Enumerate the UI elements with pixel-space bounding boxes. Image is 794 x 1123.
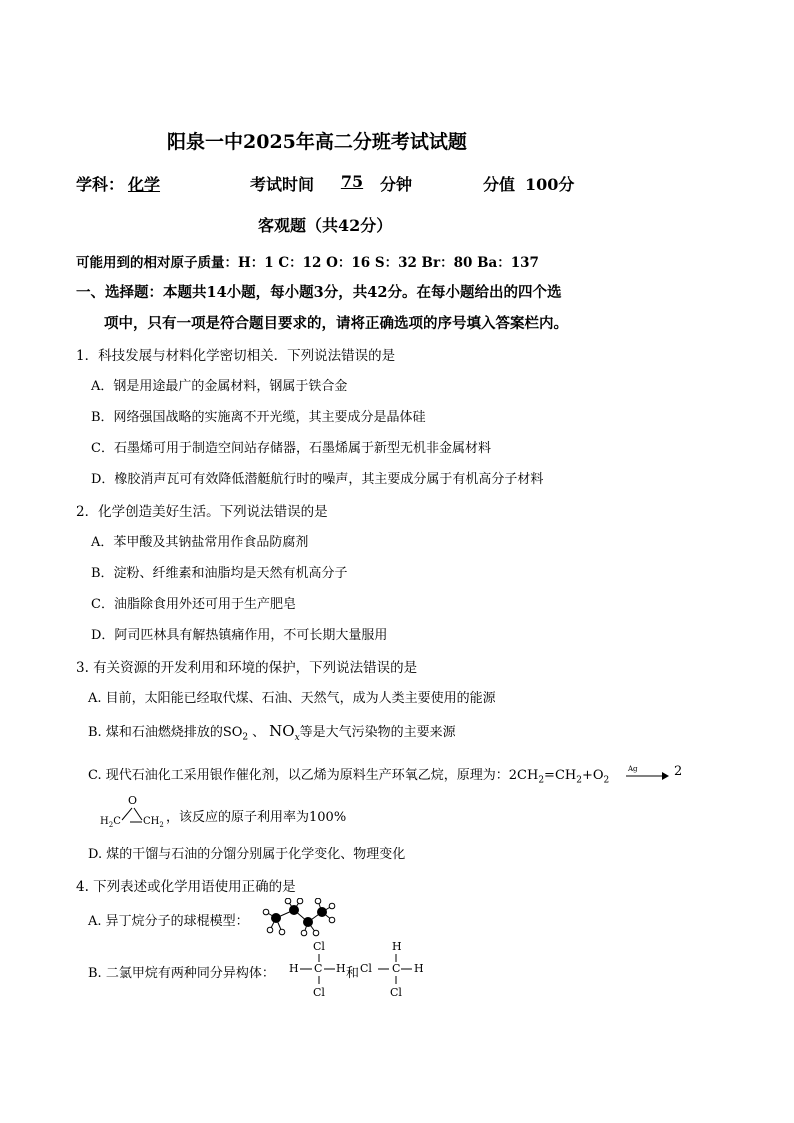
epoxide-left: $H_2C$ bbox=[100, 816, 121, 829]
q3-option-d: D. 煤的干馏与石油的分馏分别属于化学变化、物理变化 bbox=[88, 847, 406, 862]
q1-option-b: B．网络强国战略的实施离不开光缆，其主要成分是晶体硅 bbox=[91, 410, 426, 425]
epoxide-oxygen: O bbox=[128, 794, 138, 807]
q3-option-b: B. 煤和石油燃烧排放的$SO_2$ 、 $NO_x$等是大气污染物的主要来源 bbox=[88, 722, 456, 743]
so2-formula: $SO_2$ bbox=[222, 725, 249, 743]
time-unit: 分钟 bbox=[380, 175, 413, 194]
coefficient: 2 bbox=[674, 764, 683, 779]
mol2-bottom: Cl bbox=[390, 986, 402, 999]
mol1-top: Cl bbox=[313, 940, 325, 953]
q1-option-a: A．钢是用途最广的金属材料，钢属于铁合金 bbox=[91, 379, 348, 394]
q1-option-c: C．石墨烯可用于制造空间站存储器，石墨烯属于新型无机非金属材料 bbox=[91, 441, 491, 456]
score-value: 100分 bbox=[525, 175, 575, 194]
q2-option-a: A．苯甲酸及其钠盐常用作食品防腐剂 bbox=[91, 535, 309, 550]
isobutane-ball-stick-icon bbox=[258, 898, 338, 938]
catalyst-label: Ag bbox=[628, 765, 638, 773]
time-value: 75 bbox=[340, 172, 364, 191]
q2-option-b: B．淀粉、纤维素和油脂均是天然有机高分子 bbox=[91, 566, 348, 581]
q3-option-c-tail: ，该反应的原子利用率为100% bbox=[166, 810, 347, 825]
mol2-left: Cl bbox=[360, 962, 372, 975]
atomic-masses: 可能用到的相对原子质量：H：1 C：12 O：16 S：32 Br：80 Ba：137 bbox=[76, 255, 539, 271]
mol2-bonds-icon bbox=[370, 950, 430, 990]
page-title: 阳泉一中2025年高二分班考试试题 bbox=[167, 131, 467, 153]
mol1-right: H bbox=[336, 962, 346, 975]
reaction-arrow-icon bbox=[624, 770, 670, 782]
time-label: 考试时间 bbox=[250, 175, 315, 194]
mol1-bottom: Cl bbox=[313, 986, 325, 999]
mol2-top: H bbox=[392, 940, 402, 953]
q3-b-prefix: B. 煤和石油燃烧排放的 bbox=[88, 725, 223, 740]
q4-option-b: B. 二氯甲烷有两种同分异构体： bbox=[88, 966, 275, 981]
q3-option-c: C. 现代石油化工采用银作催化剂，以乙烯为原料生产环氧乙烷，原理为：$2CH_2=CH_2+O_2$ bbox=[88, 768, 610, 786]
q3-b-suffix: 等是大气污染物的主要来源 bbox=[299, 725, 456, 740]
nox-formula: $NO_x$ bbox=[269, 722, 300, 743]
q1-option-d: D．橡胶消声瓦可有效降低潜艇航行时的噪声，其主要成分属于有机高分子材料 bbox=[91, 472, 544, 487]
q3-option-a: A. 目前，太阳能已经取代煤、石油、天然气，成为人类主要使用的能源 bbox=[88, 691, 496, 706]
and-text: 和 bbox=[346, 966, 360, 981]
epoxide-right: $CH_2$ bbox=[143, 816, 164, 829]
subject-label: 学科： bbox=[76, 175, 125, 194]
q2-option-d: D．阿司匹林具有解热镇痛作用，不可长期大量服用 bbox=[91, 628, 388, 643]
mol1-center: C bbox=[314, 962, 323, 975]
mol2-right: H bbox=[414, 962, 424, 975]
q1-stem: 1．科技发展与材料化学密切相关．下列说法错误的是 bbox=[76, 348, 396, 364]
q2-stem: 2．化学创造美好生活。下列说法错误的是 bbox=[76, 504, 328, 520]
instructions-line2: 项中，只有一项是符合题目要求的，请将正确选项的序号填入答案栏内。 bbox=[104, 315, 568, 332]
instructions-line1: 一、选择题：本题共14小题，每小题3分，共42分。在每小题给出的四个选 bbox=[76, 284, 562, 301]
mol2-center: C bbox=[392, 962, 401, 975]
score-label: 分值 bbox=[483, 175, 516, 194]
mol1-bonds-icon bbox=[290, 950, 350, 990]
q2-option-c: C．油脂除食用外还可用于生产肥皂 bbox=[91, 597, 296, 612]
q3-stem: 3. 有关资源的开发利用和环境的保护，下列说法错误的是 bbox=[76, 660, 418, 676]
section-title: 客观题（共42分） bbox=[258, 216, 393, 235]
subject-value: 化学 bbox=[128, 175, 161, 194]
q4-option-a: A. 异丁烷分子的球棍模型： bbox=[88, 914, 249, 929]
mol1-left: H bbox=[289, 962, 299, 975]
q4-stem: 4. 下列表述或化学用语使用正确的是 bbox=[76, 879, 296, 895]
